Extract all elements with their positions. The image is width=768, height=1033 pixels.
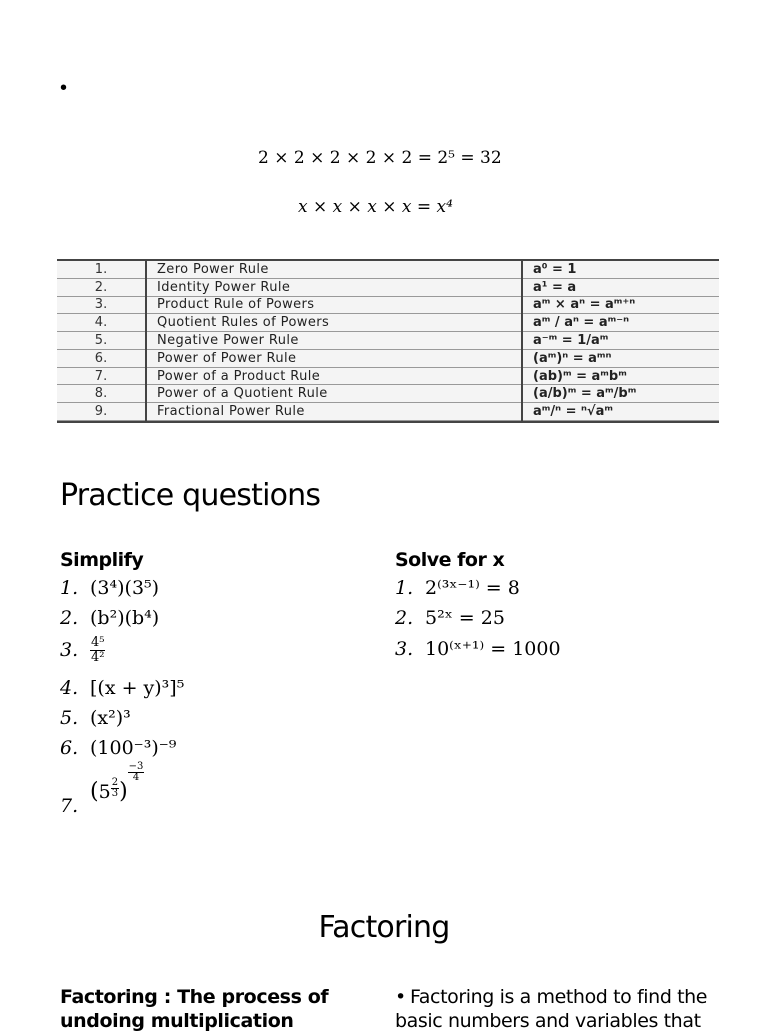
rule-formula: (aᵐ)ⁿ = aᵐⁿ (522, 349, 719, 367)
rule-formula: aᵐ / aⁿ = aᵐ⁻ⁿ (522, 314, 719, 332)
question-expression: 10⁽ˣ⁺¹⁾ = 1000 (425, 638, 561, 660)
rule-name: Power of Power Rule (146, 349, 522, 367)
question-number: 3. (395, 638, 414, 660)
rule-number: 9. (57, 403, 146, 421)
fraction-numerator: 4⁵ (91, 635, 105, 650)
rule-name: Zero Power Rule (146, 261, 522, 278)
solve-question (395, 577, 520, 599)
fraction-denominator: 4 (132, 772, 140, 783)
practice-heading: Practice questions (60, 478, 321, 513)
rule-name: Identity Power Rule (146, 278, 522, 296)
rules-table-row (57, 385, 719, 403)
factoring-definition: Factoring : The process of undoing multiplication (60, 986, 329, 1032)
rule-number: 2. (57, 278, 146, 296)
rule-name: Negative Power Rule (146, 332, 522, 350)
equation-powers-of-two: 2 × 2 × 2 × 2 × 2 = 2⁵ = 32 (258, 148, 502, 168)
bullet-dot: • (395, 986, 406, 1008)
rules-table-row (57, 314, 719, 332)
rule-formula: (ab)ᵐ = aᵐbᵐ (522, 367, 719, 385)
rules-table-row (57, 367, 719, 385)
question-number: 7. (60, 795, 79, 817)
question-number: 1. (395, 577, 414, 599)
rule-number: 4. (57, 314, 146, 332)
simplify-question (60, 707, 131, 729)
inner-exponent-fraction (111, 778, 119, 799)
rule-formula: a¹ = a (522, 278, 719, 296)
rule-name: Power of a Product Rule (146, 367, 522, 385)
simplify-question (60, 607, 159, 629)
question-number: 2. (60, 607, 79, 629)
equation-powers-of-x: x × x × x × x = x⁴ (298, 197, 453, 217)
question-expression: (b²)(b⁴) (90, 607, 160, 629)
question-expression: 2⁽³ˣ⁻¹⁾ = 8 (425, 577, 520, 599)
rules-table-row (57, 296, 719, 314)
rule-number: 5. (57, 332, 146, 350)
rules-table-row (57, 403, 719, 421)
simplify-question: 7.(5 $\frac{2}{3}$ ) $\frac{-3}{4}$ (60, 761, 144, 817)
rules-table-row (57, 349, 719, 367)
question-number: 1. (60, 577, 79, 599)
outer-exponent-fraction (128, 762, 145, 783)
simplify-question (60, 737, 176, 759)
solve-for-x-title: Solve for x (395, 549, 505, 571)
question-expression: (x²)³ (90, 707, 131, 729)
rules-table-row (57, 261, 719, 278)
rules-table-row (57, 332, 719, 350)
question-expression: (100⁻³)⁻⁹ (90, 737, 177, 759)
rule-number: 3. (57, 296, 146, 314)
factoring-heading: Factoring (318, 910, 450, 945)
simplify-question (60, 677, 184, 699)
rule-formula: aᵐ × aⁿ = aᵐ⁺ⁿ (522, 296, 719, 314)
rule-number: 8. (57, 385, 146, 403)
question-expression: (3⁴)(3⁵) (90, 577, 160, 599)
rule-formula: aᵐ/ⁿ = ⁿ√aᵐ (522, 403, 719, 421)
simplify-question (60, 636, 105, 665)
fraction-numerator: 2 (111, 777, 119, 788)
question-number: 5. (60, 707, 79, 729)
exponent-rules-table (57, 259, 719, 423)
fraction-denominator: 4² (91, 650, 105, 665)
question-expression: [(x + y)³]⁵ (90, 677, 185, 699)
question-number: 3. (60, 638, 79, 661)
factoring-bullet (395, 985, 735, 1033)
rule-formula: (a/b)ᵐ = aᵐ/bᵐ (522, 385, 719, 403)
rule-number: 1. (57, 261, 146, 278)
simplify-question (60, 577, 159, 599)
rule-name: Quotient Rules of Powers (146, 314, 522, 332)
fraction-denominator: 3 (111, 788, 119, 799)
fraction (90, 636, 105, 665)
solve-question (395, 607, 505, 629)
question-expression: 5²ˣ = 25 (425, 607, 505, 629)
simplify-title: Simplify (60, 549, 144, 571)
rule-name: Product Rule of Powers (146, 296, 522, 314)
bullet-dot: • (60, 77, 68, 99)
fraction-numerator: −3 (128, 761, 144, 772)
question-number: 6. (60, 737, 79, 759)
question-number: 4. (60, 677, 79, 699)
factoring-bullet-text: Factoring is a method to find the basic numbers and variables that (395, 986, 708, 1032)
rule-name: Power of a Quotient Rule (146, 385, 522, 403)
question-number: 2. (395, 607, 414, 629)
question-base: 5 (98, 781, 111, 803)
rule-number: 6. (57, 349, 146, 367)
rule-formula: a⁰ = 1 (522, 261, 719, 278)
rules-table-row (57, 278, 719, 296)
solve-question (395, 638, 561, 660)
rule-formula: a⁻ᵐ = 1/aᵐ (522, 332, 719, 350)
rule-number: 7. (57, 367, 146, 385)
rule-name: Fractional Power Rule (146, 403, 522, 421)
